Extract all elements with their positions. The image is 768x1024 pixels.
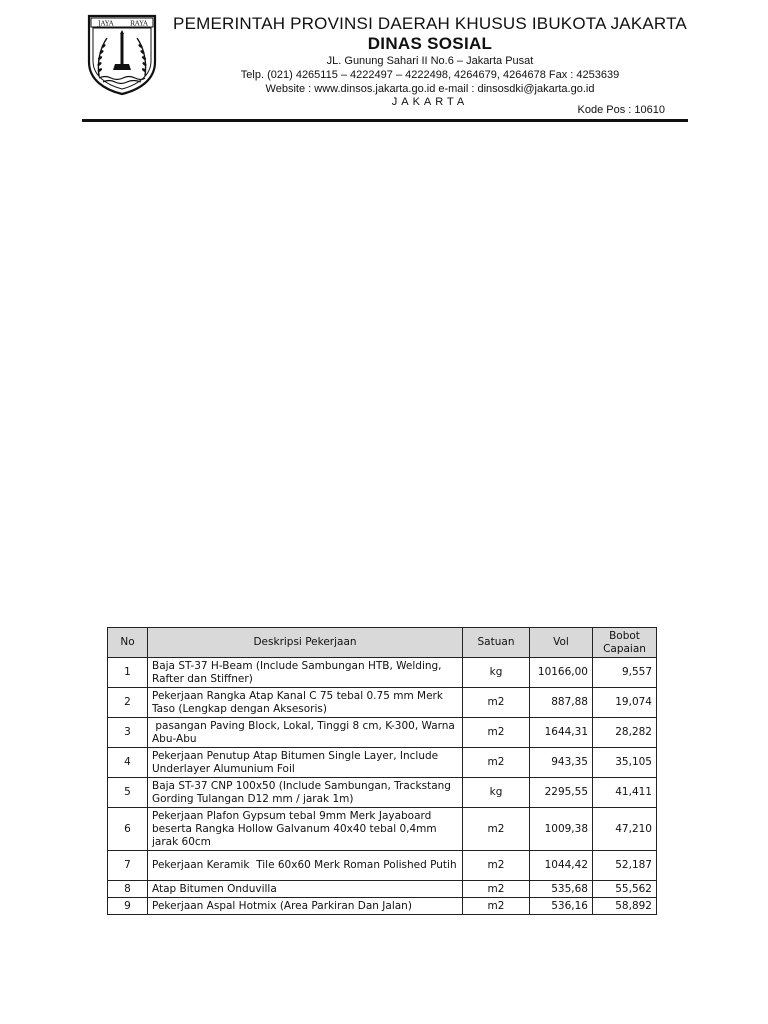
cell-weight: 35,105 xyxy=(593,748,657,778)
table-row xyxy=(108,808,657,851)
cell-no: 5 xyxy=(108,778,148,808)
cell-no: 2 xyxy=(108,688,148,718)
table-row xyxy=(108,688,657,718)
cell-volume: 1044,42 xyxy=(530,851,593,881)
cell-description: Pekerjaan Penutup Atap Bitumen Single Layer, Include Underlayer Alumunium Foil xyxy=(148,748,463,778)
cell-weight: 55,562 xyxy=(593,881,657,898)
letterhead-divider xyxy=(82,119,688,122)
header-volume: Vol xyxy=(530,628,593,658)
cell-unit: kg xyxy=(463,778,530,808)
table-row xyxy=(108,658,657,688)
cell-no: 1 xyxy=(108,658,148,688)
cell-volume: 887,88 xyxy=(530,688,593,718)
agency-web-email: Website : www.dinsos.jakarta.go.id e-mail : dinsosdki@jakarta.go.id xyxy=(265,83,595,95)
table-row xyxy=(108,851,657,881)
cell-volume: 536,16 xyxy=(530,898,593,915)
cell-no: 6 xyxy=(108,808,148,851)
government-name: PEMERINTAH PROVINSI DAERAH KHUSUS IBUKOTA JAKARTA xyxy=(173,14,687,33)
cell-unit: m2 xyxy=(463,718,530,748)
header-weight: Bobot Capaian xyxy=(593,628,657,658)
cell-unit: m2 xyxy=(463,881,530,898)
cell-volume: 1644,31 xyxy=(530,718,593,748)
letterhead-text xyxy=(160,14,700,109)
cell-weight: 9,557 xyxy=(593,658,657,688)
agency-address: JL. Gunung Sahari II No.6 – Jakarta Pusat xyxy=(326,55,534,67)
header-unit: Satuan xyxy=(463,628,530,658)
cell-no: 4 xyxy=(108,748,148,778)
cell-weight: 19,074 xyxy=(593,688,657,718)
letterhead xyxy=(0,0,768,125)
cell-volume: 1009,38 xyxy=(530,808,593,851)
cell-unit: m2 xyxy=(463,688,530,718)
agency-city: JAKARTA xyxy=(391,96,469,108)
cell-weight: 41,411 xyxy=(593,778,657,808)
cell-weight: 58,892 xyxy=(593,898,657,915)
header-description: Deskripsi Pekerjaan xyxy=(148,628,463,658)
cell-description: Pekerjaan Rangka Atap Kanal C 75 tebal 0.75 mm Merk Taso (Lengkap dengan Aksesoris) xyxy=(148,688,463,718)
header-no: No xyxy=(108,628,148,658)
agency-phone: Telp. (021) 4265115 – 4222497 – 4222498, 4264679, 4264678 Fax : 4253639 xyxy=(240,69,620,81)
cell-weight: 47,210 xyxy=(593,808,657,851)
cell-no: 7 xyxy=(108,851,148,881)
table-row xyxy=(108,718,657,748)
work-items-table xyxy=(107,627,657,915)
cell-unit: m2 xyxy=(463,851,530,881)
cell-volume: 943,35 xyxy=(530,748,593,778)
cell-description: Baja ST-37 CNP 100x50 (Include Sambungan, Trackstang Gording Tulangan D12 mm / jarak 1m) xyxy=(148,778,463,808)
cell-unit: m2 xyxy=(463,808,530,851)
cell-no: 3 xyxy=(108,718,148,748)
cell-description: Pekerjaan Aspal Hotmix (Area Parkiran Dan Jalan) xyxy=(148,898,463,915)
svg-text:JAYA: JAYA xyxy=(98,19,114,28)
table-row xyxy=(108,778,657,808)
cell-no: 8 xyxy=(108,881,148,898)
cell-description: pasangan Paving Block, Lokal, Tinggi 8 cm, K-300, Warna Abu-Abu xyxy=(148,718,463,748)
cell-description: Atap Bitumen Onduvilla xyxy=(148,881,463,898)
cell-unit: kg xyxy=(463,658,530,688)
cell-description: Baja ST-37 H-Beam (Include Sambungan HTB, Welding, Rafter dan Stiffner) xyxy=(148,658,463,688)
postal-code: Kode Pos : 10610 xyxy=(577,104,665,116)
cell-unit: m2 xyxy=(463,898,530,915)
cell-volume: 535,68 xyxy=(530,881,593,898)
cell-no: 9 xyxy=(108,898,148,915)
cell-weight: 52,187 xyxy=(593,851,657,881)
table-row xyxy=(108,748,657,778)
cell-description: Pekerjaan Plafon Gypsum tebal 9mm Merk Jayaboard beserta Rangka Hollow Galvanum 40x40 tebal 0,4mm jarak 60cm xyxy=(148,808,463,851)
cell-weight: 28,282 xyxy=(593,718,657,748)
table-header-row xyxy=(108,628,657,658)
svg-text:RAYA: RAYA xyxy=(130,19,148,28)
cell-description: Pekerjaan Keramik Tile 60x60 Merk Roman Polished Putih xyxy=(148,851,463,881)
table-row xyxy=(108,898,657,915)
table-row xyxy=(108,881,657,898)
cell-volume: 2295,55 xyxy=(530,778,593,808)
agency-name: DINAS SOSIAL xyxy=(367,34,493,53)
cell-volume: 10166,00 xyxy=(530,658,593,688)
cell-unit: m2 xyxy=(463,748,530,778)
jakarta-emblem-icon xyxy=(85,14,159,96)
